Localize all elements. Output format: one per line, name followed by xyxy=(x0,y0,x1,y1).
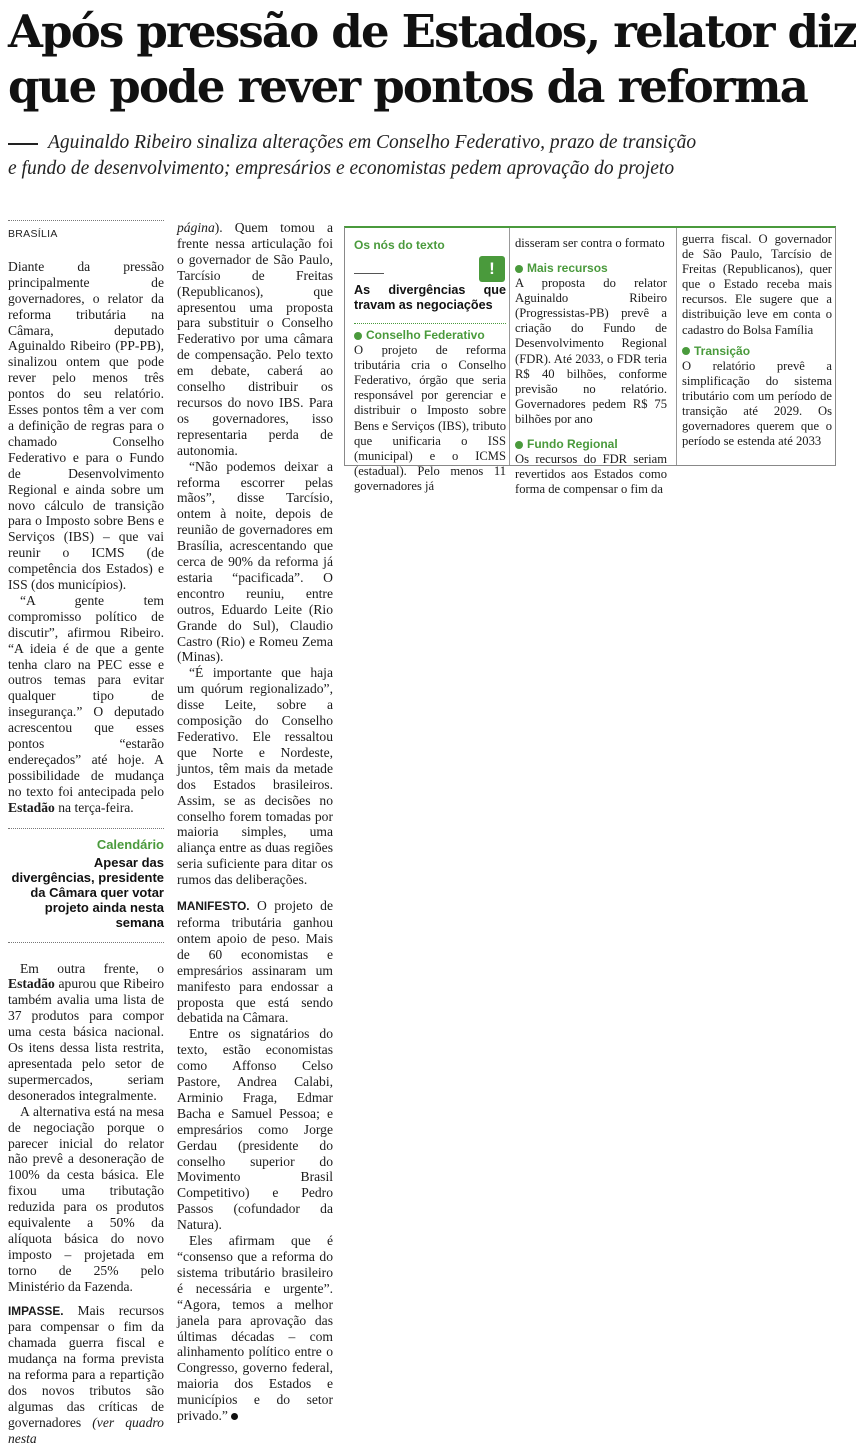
subhead-line-2: e fundo de desenvolvimento; empresários e economistas pedem aprovação do projeto xyxy=(8,158,675,179)
section-lead: IMPASSE. xyxy=(8,1303,64,1318)
source-name: Estadão xyxy=(8,799,55,815)
section-label: Mais recursos xyxy=(515,261,667,276)
headline xyxy=(8,4,856,114)
paragraph: Diante da pressão principalmente de governadores, o relator da reforma tributária na Câmara, deputado Aguinaldo Ribeiro (PP-PB), sinalizou ontem que pode rever pelo menos três pontos do seu relatório. Esses pontos têm a ver com a definição de regras para o chamado Conselho Federativo e para o Fundo de Desenvolvimento Regional e ainda sobre um novo cálculo de transição para o Imposto sobre Bens e Serviços (IBS) – que vai reunir o ICMS (de competência dos Estados) e ISS (dos municípios). xyxy=(8,258,164,593)
paragraph: “Não podemos deixar a reforma escorrer pelas mãos”, disse Tarcísio, ontem à noite, depois de reunião de governadores em Brasília, acrescentando que cerca de 90% da reforma já estaria “pacificada”. O encontro reuniu, entre outros, Eduardo Leite (Rio Grande do Sul), Claudio Castro (Rio) e Romeu Zema (Minas). xyxy=(177,458,333,665)
paragraph: Em outra frente, o Estadão apurou que Ribeiro também avalia uma lista de 37 produtos para compor uma cesta básica nacional. Os itens dessa lista restrita, apresentada pelo setor de supermercados, seriam desonerados integralmente. xyxy=(8,960,164,1103)
section-label: Conselho Federativo xyxy=(354,328,506,343)
box-column-1 xyxy=(354,238,506,494)
paragraph: MANIFESTO. O projeto de reforma tributária ganhou ontem apoio de peso. Mais de 60 economistas e empresários assinaram um manifesto para endossar a proposta que está sendo debatida na Câmara. xyxy=(177,898,333,1026)
sidebar-box xyxy=(344,226,836,497)
section-text: disseram ser contra o formato xyxy=(515,236,665,250)
bullet-icon xyxy=(515,265,523,273)
box-divider xyxy=(509,228,510,465)
paragraph: Entre os signatários do texto, estão economistas como Affonso Celso Pastore, Andrea Calabi, Arminio Fraga, Edmar Bacha e Samuel Pessoa; e empresários como Jorge Gerdau (presidente do conselho superior do Movimento Brasil Competitivo) e Pedro Passos (cofundador da Natura). xyxy=(177,1026,333,1233)
end-mark-icon xyxy=(231,1413,238,1420)
paragraph: “É importante que haja um quórum regionalizado”, disse Leite, sobre a composição do Conselho Federativo. Ele ressaltou que Norte e Nordeste, juntos, têm mais da metade dos Estados brasileiros. Assim, se as decisões no conselho forem tomadas por maioria simples, uma aliança entre as duas regiões seria suficiente para ditar os rumos das deliberações. xyxy=(177,665,333,888)
short-rule xyxy=(354,273,384,274)
paragraph: página). Quem tomou a frente nessa articulação foi o governador de São Paulo, Tarcísio de Freitas (Republicanos), que apresentou uma proposta para substituir o Conselho Federativo por uma câmara de compensação. Pelo texto em debate, caberá ao conselho distribuir os recursos do novo IBS. Para os governadores, isso representaria perda de autonomia. xyxy=(177,220,333,458)
box-divider xyxy=(676,228,677,465)
section-text: Os recursos do FDR seriam revertidos aos Estados como forma de compensar o fim da xyxy=(515,452,667,497)
article-column-2 xyxy=(177,220,333,1424)
article-column-1 xyxy=(8,220,164,1447)
pull-quote-label: Calendário xyxy=(96,836,164,852)
section-text: guerra fiscal. O governador de São Paulo, Tarcísio de Freitas (Republicanos), quer que o Estado receba mais recursos. Ele sugere que a distribuição leve em conta o cadastro do Bolsa Família xyxy=(682,232,832,337)
paragraph: A alternativa está na mesa de negociação porque o parecer inicial do relator não prevê a desoneração de 100% da cesta básica. Ele fixou uma tributação reduzida para os produtos equivalente a 50% da alíquota básica do novo imposto – projetada em torno de 25% pelo Ministério da Fazenda. xyxy=(8,1103,164,1294)
box-title: As divergências que travam as negociações xyxy=(354,283,506,313)
box-column-3 xyxy=(682,232,832,449)
source-name: Estadão xyxy=(8,976,55,992)
subhead-rule xyxy=(8,143,38,145)
section-label: Transição xyxy=(682,344,832,359)
divider xyxy=(8,220,164,221)
paragraph: Eles afirmam que é “consenso que a reforma do sistema tributário brasileiro é necessária e urgente”. “Agora, temos a melhor janela para aprovação das últimas décadas – com alinhamento político entre o Congresso, governo federal, maioria dos Estados e municípios e do setor privado.” xyxy=(177,1233,333,1424)
divider xyxy=(354,323,506,324)
section-lead: MANIFESTO. xyxy=(177,899,250,914)
dateline-kicker: BRASÍLIA xyxy=(8,228,58,240)
bullet-icon xyxy=(354,332,362,340)
bullet-icon xyxy=(515,441,523,449)
exclamation-icon: ! xyxy=(479,256,505,282)
pull-quote-text: Apesar das divergências, presidente da Câmara quer votar projeto ainda nesta semana xyxy=(11,854,164,930)
bullet-icon xyxy=(682,347,690,355)
subhead-line-1: Aguinaldo Ribeiro sinaliza alterações em Conselho Federativo, prazo de transição xyxy=(48,132,697,153)
box-column-2 xyxy=(515,236,667,497)
headline-line-2: que pode rever pontos da reforma xyxy=(8,60,808,113)
paragraph: IMPASSE. Mais recursos para compensar o fim da chamada guerra fiscal e mudança na forma prevista na reforma para a repartição dos novos tributos são algumas das críticas de governadores (ver quadro nesta xyxy=(8,1302,164,1446)
section-label: Fundo Regional xyxy=(515,437,667,452)
box-label: Os nós do texto xyxy=(354,238,445,252)
paragraph: “A gente tem compromisso político de discutir”, afirmou Ribeiro. “A ideia é de que a gente tenha claro na PEC esse e outros temas para evitar qualquer tipo de insegurança.” O deputado acrescentou que esses pontos “estarão endereçados” até hoje. A possibilidade de mudança no texto foi antecipada pelo Estadão na terça-feira. xyxy=(8,592,164,815)
section-text: O projeto de reforma tributária cria o Conselho Federativo, órgão que seria responsável por gerenciar e distribuir o Imposto sobre Bens e Serviços (IBS), tributo que unificaria o ISS (municipal) e o ICMS (estadual). Pelo menos 11 governadores já xyxy=(354,343,506,493)
pull-quote xyxy=(8,828,164,943)
headline-line-1: Após pressão de Estados, relator diz xyxy=(8,5,856,58)
section-text: O relatório prevê a simplificação do sistema tributário com um período de transição até 2029. Os governadores querem que o período se estenda até 2033 xyxy=(682,358,832,449)
section-text: A proposta do relator Aguinaldo Ribeiro (Progressistas-PB) prevê a criação do Fundo de Desenvolvimento Regional (FDR). Até 2033, o FDR teria R$ 40 bilhões, conforme previsão no relatório. Governadores pedem R$ 75 bilhões por ano xyxy=(515,276,667,426)
subhead xyxy=(8,130,834,182)
